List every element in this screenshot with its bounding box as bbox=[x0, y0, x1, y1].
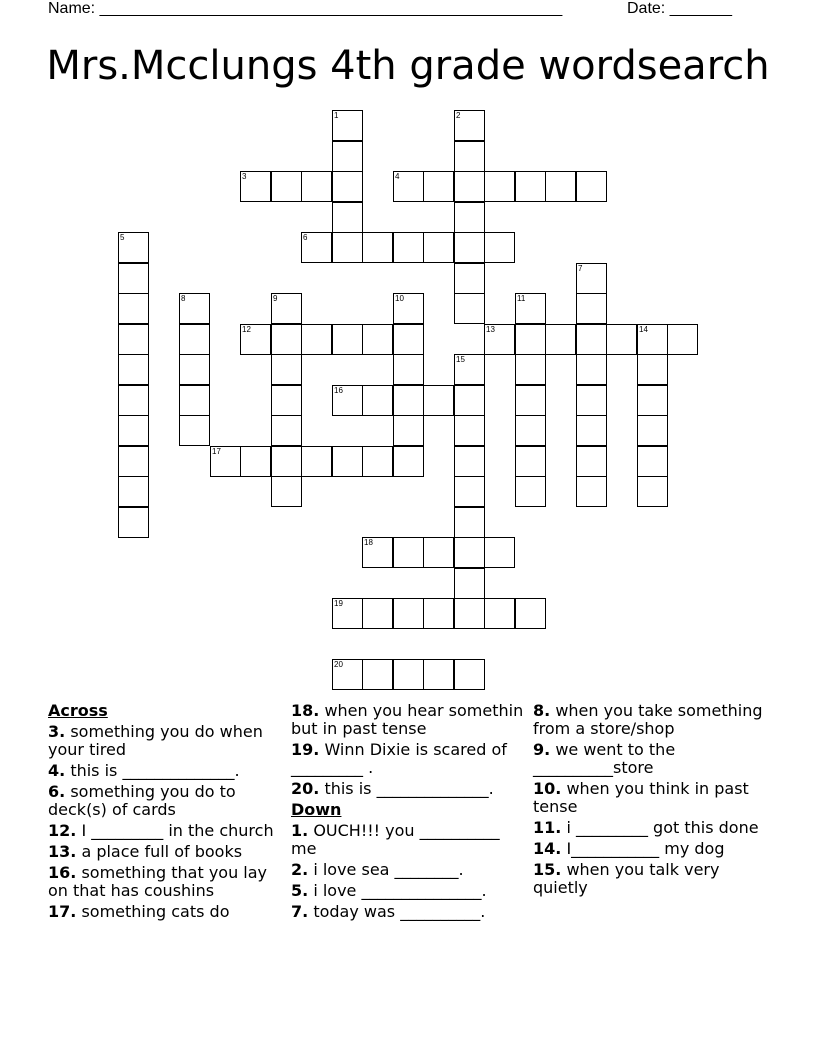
grid-cell[interactable] bbox=[423, 385, 454, 416]
grid-cell[interactable] bbox=[332, 110, 363, 141]
grid-cell[interactable] bbox=[454, 293, 485, 324]
clue-number: 9 bbox=[273, 294, 278, 303]
grid-cell[interactable] bbox=[118, 263, 149, 294]
grid-cell[interactable] bbox=[515, 598, 546, 629]
clue-number: 12 bbox=[242, 325, 251, 334]
grid-cell[interactable] bbox=[637, 324, 668, 355]
grid-cell[interactable] bbox=[332, 385, 363, 416]
grid-cell[interactable] bbox=[362, 659, 393, 690]
grid-cell[interactable] bbox=[362, 598, 393, 629]
clue-number: 2 bbox=[456, 111, 461, 120]
grid-cell[interactable] bbox=[576, 415, 607, 446]
grid-cell[interactable] bbox=[393, 659, 424, 690]
grid-cell[interactable] bbox=[454, 171, 485, 202]
clue-column-2 bbox=[291, 702, 527, 924]
grid-cell[interactable] bbox=[393, 385, 424, 416]
clue-number: 8 bbox=[181, 294, 186, 303]
clue-number: 6 bbox=[303, 233, 308, 242]
clue-across-3: 3. something you do when your tired bbox=[48, 722, 263, 759]
grid-cell[interactable] bbox=[454, 415, 485, 446]
grid-cell[interactable] bbox=[667, 324, 698, 355]
grid-cell[interactable] bbox=[240, 324, 271, 355]
across-heading: Across bbox=[48, 701, 108, 720]
grid-cell[interactable] bbox=[515, 354, 546, 385]
clue-number: 13 bbox=[486, 325, 495, 334]
grid-cell[interactable] bbox=[332, 324, 363, 355]
grid-cell[interactable] bbox=[454, 476, 485, 507]
clue-across-17: 17. something cats do bbox=[48, 902, 230, 921]
grid-cell[interactable] bbox=[118, 293, 149, 324]
clue-column-1 bbox=[48, 702, 284, 924]
down-heading: Down bbox=[291, 800, 342, 819]
clue-down-1: 1. OUCH!!! you __________ me bbox=[291, 821, 500, 858]
grid-cell[interactable] bbox=[454, 446, 485, 477]
clue-number: 19 bbox=[334, 599, 343, 608]
grid-cell[interactable] bbox=[637, 476, 668, 507]
clue-across-13: 13. a place full of books bbox=[48, 842, 243, 861]
grid-cell[interactable] bbox=[576, 171, 607, 202]
grid-cell[interactable] bbox=[484, 232, 515, 263]
grid-cell[interactable] bbox=[576, 446, 607, 477]
page-title: Mrs.Mcclungs 4th grade wordsearch bbox=[46, 43, 770, 89]
grid-cell[interactable] bbox=[332, 141, 363, 172]
clue-number: 15 bbox=[456, 355, 465, 364]
clue-across-18: 18. when you hear somethin but in past tense bbox=[291, 701, 524, 738]
grid-cell[interactable] bbox=[515, 324, 546, 355]
grid-cell[interactable] bbox=[301, 171, 332, 202]
grid-cell[interactable] bbox=[454, 354, 485, 385]
grid-cell[interactable] bbox=[393, 598, 424, 629]
grid-cell[interactable] bbox=[332, 446, 363, 477]
grid-cell[interactable] bbox=[423, 171, 454, 202]
clue-down-11: 11. i _________ got this done bbox=[533, 818, 759, 837]
grid-cell[interactable] bbox=[423, 598, 454, 629]
date-field-label: Date: _______ bbox=[627, 0, 732, 17]
grid-cell[interactable] bbox=[515, 446, 546, 477]
grid-cell[interactable] bbox=[606, 324, 637, 355]
grid-cell[interactable] bbox=[393, 354, 424, 385]
grid-cell[interactable] bbox=[545, 324, 576, 355]
grid-cell[interactable] bbox=[301, 232, 332, 263]
grid-cell[interactable] bbox=[484, 171, 515, 202]
grid-cell[interactable] bbox=[576, 476, 607, 507]
clue-down-15: 15. when you talk very quietly bbox=[533, 860, 720, 897]
clue-number: 18 bbox=[364, 538, 373, 547]
grid-cell[interactable] bbox=[362, 537, 393, 568]
grid-cell[interactable] bbox=[576, 354, 607, 385]
grid-cell[interactable] bbox=[301, 324, 332, 355]
clue-down-2: 2. i love sea ________. bbox=[291, 860, 464, 879]
grid-cell[interactable] bbox=[118, 232, 149, 263]
grid-cell[interactable] bbox=[545, 171, 576, 202]
grid-cell[interactable] bbox=[332, 171, 363, 202]
clue-down-14: 14. I___________ my dog bbox=[533, 839, 725, 858]
grid-cell[interactable] bbox=[362, 324, 393, 355]
grid-cell[interactable] bbox=[118, 324, 149, 355]
grid-cell[interactable] bbox=[271, 324, 302, 355]
grid-cell[interactable] bbox=[118, 446, 149, 477]
grid-cell[interactable] bbox=[179, 354, 210, 385]
clue-down-7: 7. today was __________. bbox=[291, 902, 486, 921]
grid-cell[interactable] bbox=[179, 293, 210, 324]
grid-cell[interactable] bbox=[423, 232, 454, 263]
grid-cell[interactable] bbox=[118, 385, 149, 416]
clue-number: 3 bbox=[242, 172, 247, 181]
grid-cell[interactable] bbox=[515, 415, 546, 446]
grid-cell[interactable] bbox=[576, 385, 607, 416]
grid-cell[interactable] bbox=[393, 293, 424, 324]
clue-number: 7 bbox=[578, 264, 583, 273]
grid-cell[interactable] bbox=[454, 232, 485, 263]
grid-cell[interactable] bbox=[576, 293, 607, 324]
clue-number: 10 bbox=[395, 294, 404, 303]
grid-cell[interactable] bbox=[576, 263, 607, 294]
grid-cell[interactable] bbox=[637, 385, 668, 416]
grid-cell[interactable] bbox=[393, 537, 424, 568]
grid-cell[interactable] bbox=[271, 415, 302, 446]
grid-cell[interactable] bbox=[240, 171, 271, 202]
grid-cell[interactable] bbox=[118, 507, 149, 538]
clue-number: 4 bbox=[395, 172, 400, 181]
grid-cell[interactable] bbox=[393, 232, 424, 263]
grid-cell[interactable] bbox=[393, 171, 424, 202]
clue-column-3 bbox=[533, 702, 769, 900]
grid-cell[interactable] bbox=[484, 324, 515, 355]
clue-across-19: 19. Winn Dixie is scared of _________ . bbox=[291, 740, 507, 777]
grid-cell[interactable] bbox=[454, 263, 485, 294]
grid-cell[interactable] bbox=[454, 598, 485, 629]
grid-cell[interactable] bbox=[332, 232, 363, 263]
grid-cell[interactable] bbox=[454, 110, 485, 141]
grid-cell[interactable] bbox=[576, 324, 607, 355]
clue-down-5: 5. i love _______________. bbox=[291, 881, 487, 900]
grid-cell[interactable] bbox=[515, 476, 546, 507]
grid-cell[interactable] bbox=[515, 293, 546, 324]
clue-across-20: 20. this is ______________. bbox=[291, 779, 494, 798]
grid-cell[interactable] bbox=[484, 598, 515, 629]
clue-number: 17 bbox=[212, 447, 221, 456]
grid-cell[interactable] bbox=[362, 446, 393, 477]
clue-number: 16 bbox=[334, 386, 343, 395]
clue-number: 1 bbox=[334, 111, 339, 120]
grid-cell[interactable] bbox=[515, 385, 546, 416]
grid-cell[interactable] bbox=[179, 385, 210, 416]
clue-number: 14 bbox=[639, 325, 648, 334]
grid-cell[interactable] bbox=[118, 415, 149, 446]
grid-cell[interactable] bbox=[118, 354, 149, 385]
clue-across-6: 6. something you do to deck(s) of cards bbox=[48, 782, 236, 819]
grid-cell[interactable] bbox=[332, 598, 363, 629]
grid-cell[interactable] bbox=[240, 446, 271, 477]
grid-cell[interactable] bbox=[271, 446, 302, 477]
grid-cell[interactable] bbox=[118, 476, 149, 507]
grid-cell[interactable] bbox=[515, 171, 546, 202]
grid-cell[interactable] bbox=[454, 537, 485, 568]
grid-cell[interactable] bbox=[332, 659, 363, 690]
grid-cell[interactable] bbox=[637, 354, 668, 385]
grid-cell[interactable] bbox=[210, 446, 241, 477]
grid-cell[interactable] bbox=[393, 446, 424, 477]
grid-cell[interactable] bbox=[423, 659, 454, 690]
grid-cell[interactable] bbox=[393, 415, 424, 446]
clue-down-8: 8. when you take something from a store/shop bbox=[533, 701, 763, 738]
grid-cell[interactable] bbox=[332, 202, 363, 233]
grid-cell[interactable] bbox=[301, 446, 332, 477]
clue-across-4: 4. this is ______________. bbox=[48, 761, 240, 780]
grid-cell[interactable] bbox=[362, 385, 393, 416]
grid-cell[interactable] bbox=[454, 507, 485, 538]
clue-number: 11 bbox=[517, 294, 526, 303]
clue-number: 20 bbox=[334, 660, 343, 669]
grid-cell[interactable] bbox=[271, 385, 302, 416]
grid-cell[interactable] bbox=[484, 537, 515, 568]
name-field-label: Name: ____________________________________________________ bbox=[48, 0, 563, 17]
grid-cell[interactable] bbox=[454, 568, 485, 599]
clue-number: 5 bbox=[120, 233, 125, 242]
clue-across-12: 12. I _________ in the church bbox=[48, 821, 274, 840]
grid-cell[interactable] bbox=[179, 324, 210, 355]
grid-cell[interactable] bbox=[271, 354, 302, 385]
grid-cell[interactable] bbox=[179, 415, 210, 446]
grid-cell[interactable] bbox=[271, 476, 302, 507]
grid-cell[interactable] bbox=[393, 324, 424, 355]
grid-cell[interactable] bbox=[637, 446, 668, 477]
clue-down-10: 10. when you think in past tense bbox=[533, 779, 749, 816]
grid-cell[interactable] bbox=[637, 415, 668, 446]
grid-cell[interactable] bbox=[362, 232, 393, 263]
clue-down-9: 9. we went to the __________store bbox=[533, 740, 676, 777]
grid-cell[interactable] bbox=[271, 171, 302, 202]
grid-cell[interactable] bbox=[423, 537, 454, 568]
grid-cell[interactable] bbox=[454, 385, 485, 416]
grid-cell[interactable] bbox=[454, 202, 485, 233]
clue-across-16: 16. something that you lay on that has coushins bbox=[48, 863, 268, 900]
grid-cell[interactable] bbox=[271, 293, 302, 324]
grid-cell[interactable] bbox=[454, 659, 485, 690]
grid-cell[interactable] bbox=[454, 141, 485, 172]
